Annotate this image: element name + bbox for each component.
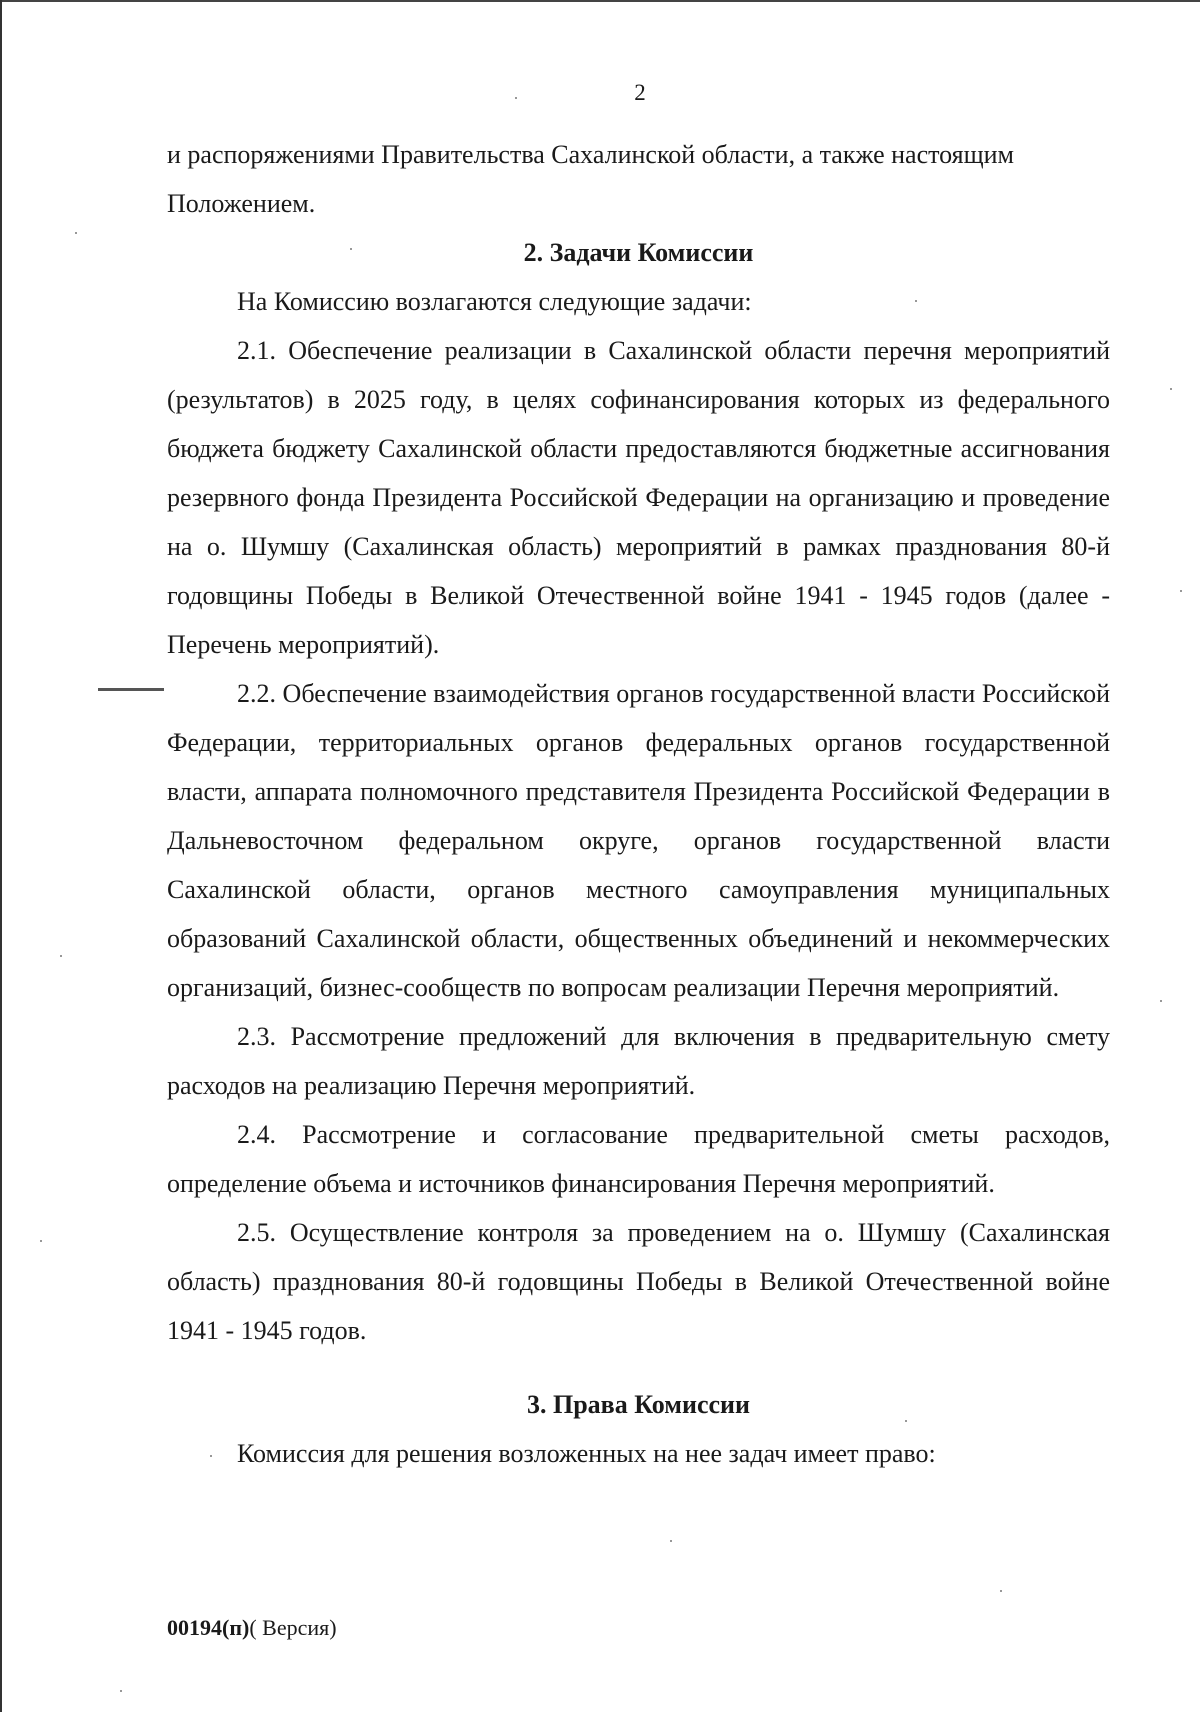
scan-edge-left xyxy=(0,0,2,1712)
scan-speck xyxy=(915,300,917,302)
scan-speck xyxy=(1000,1590,1002,1592)
scan-speck xyxy=(350,248,352,250)
scan-speck xyxy=(40,1240,42,1242)
scan-speck xyxy=(120,1690,122,1692)
scan-speck xyxy=(1180,590,1182,592)
scan-speck xyxy=(1170,388,1172,390)
task-item-2-1: 2.1. Обеспечение реализации в Сахалинской области перечня мероприятий (результатов) в 2025 году, в целях софинансирования которых из федерального бюджета бюджету Сахалинской области предоставляются бюджетные ассигнования резервного фонда Президента Российской Федерации на организацию и проведение на о. Шумшу (Сахалинская область) мероприятий в рамках празднования 80-й годовщины Победы в Великой Отечественной войне 1941 - 1945 годов (далее - Перечень мероприятий). xyxy=(167,336,1110,659)
scan-speck xyxy=(210,1455,212,1457)
section-3-heading: 3. Права Комиссии xyxy=(526,1390,751,1419)
task-item-2-3: 2.3. Рассмотрение предложений для включения в предварительную смету расходов на реализацию Перечня мероприятий. xyxy=(167,1022,1110,1100)
document-version: ( Версия) xyxy=(249,1615,337,1640)
task-item-2-4: 2.4. Рассмотрение и согласование предварительной сметы расходов, определение объема и источников финансирования Перечня мероприятий. xyxy=(167,1120,1110,1198)
scan-edge-top xyxy=(0,0,1200,2)
section-3-lead: Комиссия для решения возложенных на нее задач имеет право: xyxy=(237,1439,936,1468)
intro-paragraph: и распоряжениями Правительства Сахалинской области, а также настоящим Положением. xyxy=(167,140,1015,218)
task-item-2-2: 2.2. Обеспечение взаимодействия органов государственной власти Российской Федерации, территориальных органов федеральных органов государственной власти, аппарата полномочного представителя Президента Российской Федерации в Дальневосточном федеральном округе, органов государственной власти Сахалинской области, органов местного самоуправления муниципальных образований Сахалинской области, общественных объединений и некоммерческих организаций, бизнес-сообществ по вопросам реализации Перечня мероприятий. xyxy=(167,679,1110,1002)
scan-speck xyxy=(1160,1000,1162,1002)
scan-speck xyxy=(75,232,77,234)
document-code: 00194(п) xyxy=(167,1615,250,1640)
scan-artifact-mark xyxy=(98,688,164,691)
scan-speck xyxy=(60,955,62,957)
document-body xyxy=(167,130,1110,1478)
scan-speck xyxy=(670,1540,672,1542)
task-item-2-5: 2.5. Осуществление контроля за проведением на о. Шумшу (Сахалинская область) празднования 80-й годовщины Победы в Великой Отечественной войне 1941 - 1945 годов. xyxy=(167,1218,1110,1345)
section-2-lead: На Комиссию возлагаются следующие задачи: xyxy=(237,287,752,316)
document-footer-code xyxy=(167,1615,337,1641)
section-2-heading: 2. Задачи Комиссии xyxy=(523,238,754,267)
scan-speck xyxy=(905,1420,907,1422)
page-number: 2 xyxy=(634,80,646,105)
scan-speck xyxy=(515,97,517,99)
